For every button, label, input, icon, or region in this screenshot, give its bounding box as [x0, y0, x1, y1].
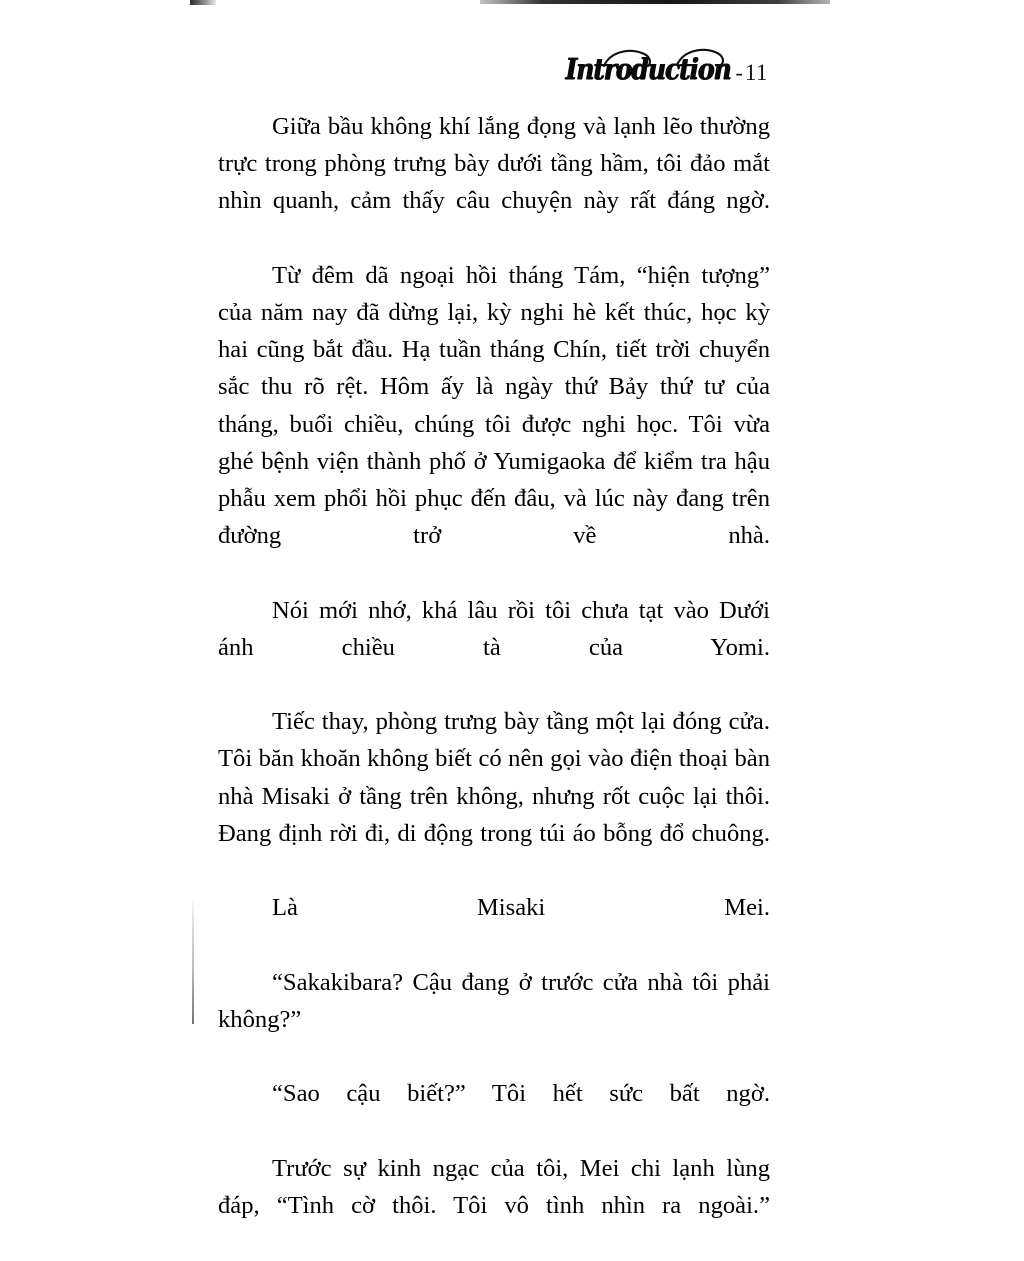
running-head-title: Introduction — [565, 53, 731, 87]
scan-edge-dark-band — [480, 0, 830, 4]
page-number: 11 — [744, 60, 768, 85]
paragraph: Nói mới nhớ, khá lâu rồi tôi chưa tạt vào Dưới ánh chiều tà của Yomi. — [218, 596, 770, 661]
paragraph: “Sakakibara? Cậu đang ở trước cửa nhà tôi phải không?” — [218, 968, 770, 1033]
paragraph: Giữa bầu không khí lắng đọng và lạnh lẽo thường trực trong phòng trưng bày dưới tầng hầm, tôi đảo mắt nhìn quanh, cảm thấy câu chuyện này rất đáng ngờ. — [218, 113, 770, 215]
running-head-separator: - — [735, 60, 743, 85]
body-text-column — [218, 108, 770, 1261]
paragraph: “Sao cậu biết?” Tôi hết sức bất ngờ. — [272, 1080, 770, 1108]
scan-binding-line — [192, 898, 194, 1024]
paragraph: Trước sự kinh ngạc của tôi, Mei chi lạnh lùng đáp, “Tình cờ thôi. Tôi vô tình nhìn ra ngoài.” — [218, 1154, 770, 1219]
paragraph: Tiếc thay, phòng trưng bày tầng một lại đóng cửa. Tôi băn khoăn không biết có nên gọi vào điện thoại bàn nhà Misaki ở tầng trên không, nhưng rốt cuộc lại thôi. Đang định rời đi, di động trong túi áo bỗng đổ chuông. — [218, 708, 770, 847]
paragraph: Là Misaki Mei. — [272, 894, 770, 922]
paragraph: Từ đêm dã ngoại hồi tháng Tám, “hiện tượng” của năm nay đã dừng lại, kỳ nghi hè kết thúc, học kỳ hai cũng bắt đầu. Hạ tuần tháng Chín, tiết trời chuyển sắc thu rõ rệt. Hôm ấy là ngày thứ Bảy thứ tư của tháng, buổi chiều, chúng tôi được nghi học. Tôi vừa ghé bệnh viện thành phố ở Yumigaoka để kiểm tra hậu phẫu xem phổi hồi phục đến đâu, và lúc này đang trên đường trở về nhà. — [218, 261, 770, 550]
running-head — [218, 52, 768, 92]
scan-edge-smudge — [190, 0, 216, 5]
